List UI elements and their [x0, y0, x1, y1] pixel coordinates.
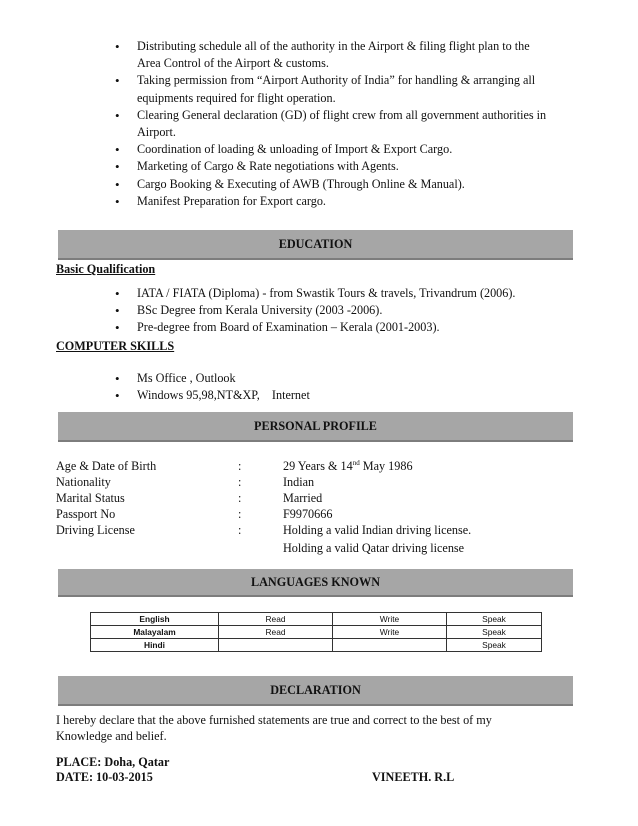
age-value: 29 Years & 14nd May 1986	[283, 458, 413, 473]
languages-table	[90, 612, 542, 652]
list-item: • Pre-degree from Board of Examination – Kerala (2001-2003).	[115, 319, 555, 336]
marital-value: Married	[283, 491, 323, 505]
signatory-name: VINEETH. R.L	[372, 770, 455, 784]
basic-qualification-title: Basic Qualification	[56, 262, 156, 276]
language-skill: Speak	[447, 639, 542, 652]
license-value: Holding a valid Indian driving license.	[283, 523, 472, 537]
computer-skills-list	[115, 370, 555, 404]
marital-label: Marital Status	[56, 491, 125, 505]
list-item: • Coordination of loading & unloading of Import & Export Cargo.	[115, 141, 555, 158]
colon: :	[238, 507, 242, 521]
nationality-value: Indian	[283, 475, 315, 489]
declaration-text: I hereby declare that the above furnished statements are true and correct to the best of my Knowledge and belief.	[56, 713, 492, 743]
profile-row-license-2	[56, 540, 576, 556]
profile-row-nationality	[56, 474, 576, 490]
colon: :	[238, 523, 242, 537]
language-skill: Read	[219, 613, 333, 626]
list-item: • BSc Degree from Kerala University (2003 -2006).	[115, 302, 555, 319]
passport-value: F9970666	[283, 507, 333, 521]
experience-list	[115, 38, 555, 210]
colon: :	[238, 475, 242, 489]
list-item: • IATA / FIATA (Diploma) - from Swastik Tours & travels, Trivandrum (2006).	[115, 285, 555, 302]
list-item: • Clearing General declaration (GD) of flight crew from all government authorities in Airport.	[115, 107, 555, 141]
list-item: • Taking permission from “Airport Authority of India” for handling & arranging all equipments required for flight operation.	[115, 72, 555, 106]
language-skill: Write	[333, 626, 447, 639]
language-skill: Speak	[447, 613, 542, 626]
age-label: Age & Date of Birth	[56, 459, 157, 473]
colon: :	[238, 491, 242, 505]
colon: :	[238, 459, 242, 473]
date-row	[56, 770, 556, 785]
computer-skills-title: COMPUTER SKILLS	[56, 339, 175, 353]
language-skill	[333, 639, 447, 652]
language-name: Malayalam	[91, 626, 219, 639]
license-label: Driving License	[56, 523, 135, 537]
profile-row-passport	[56, 506, 576, 522]
list-item: • Marketing of Cargo & Rate negotiations with Agents.	[115, 158, 555, 175]
language-name: Hindi	[91, 639, 219, 652]
education-heading: EDUCATION	[58, 230, 573, 260]
list-item: • Ms Office , Outlook	[115, 370, 555, 387]
license-value-2: Holding a valid Qatar driving license	[283, 541, 465, 555]
language-skill	[219, 639, 333, 652]
language-name: English	[91, 613, 219, 626]
passport-label: Passport No	[56, 507, 116, 521]
education-list	[115, 285, 555, 337]
table-row	[91, 626, 542, 639]
list-item: • Distributing schedule all of the authority in the Airport & filing flight plan to the Area Control of the Airport & customs.	[115, 38, 555, 72]
declaration-heading: DECLARATION	[58, 676, 573, 706]
language-skill: Speak	[447, 626, 542, 639]
nationality-label: Nationality	[56, 475, 111, 489]
language-skill: Write	[333, 613, 447, 626]
place: PLACE: Doha, Qatar	[56, 755, 170, 769]
list-item: • Manifest Preparation for Export cargo.	[115, 193, 555, 210]
date-value: 10-03-2015	[96, 770, 153, 784]
language-skill: Read	[219, 626, 333, 639]
table-row	[91, 613, 542, 626]
profile-row-marital	[56, 490, 576, 506]
personal-profile-heading: PERSONAL PROFILE	[58, 412, 573, 442]
list-item: • Cargo Booking & Executing of AWB (Through Online & Manual).	[115, 176, 555, 193]
languages-heading: LANGUAGES KNOWN	[58, 569, 573, 597]
profile-row-license	[56, 522, 576, 538]
table-row	[91, 639, 542, 652]
date-label: DATE:	[56, 770, 94, 784]
list-item: • Windows 95,98,NT&XP, Internet	[115, 387, 555, 404]
profile-row-age	[56, 458, 576, 474]
